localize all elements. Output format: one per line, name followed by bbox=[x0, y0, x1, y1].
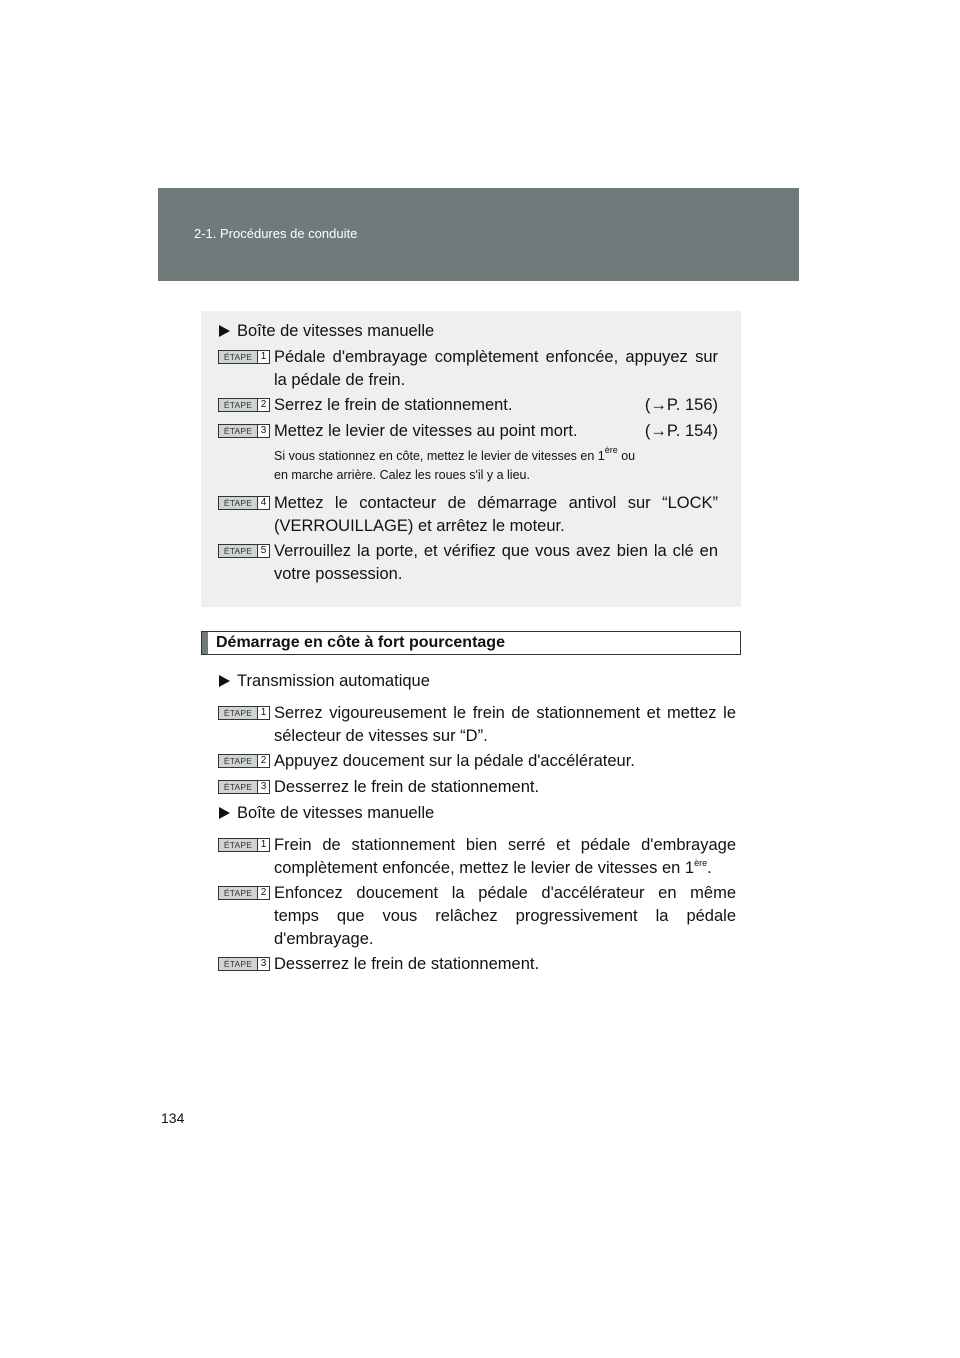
triangle-bullet-icon bbox=[219, 675, 230, 687]
page-reference: (→P. 154) bbox=[644, 422, 718, 440]
auto-step-3-text: Desserrez le frein de stationnement. bbox=[274, 778, 540, 796]
step-badge: ÉTAPE 4 bbox=[218, 496, 270, 510]
manual-step-2-line1: Enfoncez doucement la pédale d'accélérateur en même bbox=[274, 884, 736, 902]
box-step-4-line1: Mettez le contacteur de démarrage antivol sur “LOCK” bbox=[274, 494, 718, 512]
page-reference: (→P. 156) bbox=[644, 396, 718, 414]
step-badge: ÉTAPE 3 bbox=[218, 424, 270, 438]
note-line1: Si vous stationnez en côte, mettez le levier de vitesses en 1ère ou bbox=[274, 445, 636, 463]
note-line2: en marche arrière. Calez les roues s'il y a lieu. bbox=[274, 468, 530, 482]
page-number: 134 bbox=[161, 1110, 185, 1126]
manual-step-2-line2: temps que vous relâchez progressivement la pédale bbox=[274, 907, 736, 925]
step-badge: ÉTAPE 1 bbox=[218, 706, 270, 720]
triangle-bullet-icon bbox=[219, 325, 230, 337]
chapter-header bbox=[158, 188, 799, 281]
step-badge: ÉTAPE 3 bbox=[218, 780, 270, 794]
box-step-4-line2: (VERROUILLAGE) et arrêtez le moteur. bbox=[274, 517, 565, 535]
section-accent-bar bbox=[202, 632, 208, 654]
box-step-1-line1: Pédale d'embrayage complètement enfoncée, appuyez sur bbox=[274, 348, 718, 366]
box-step-5-line1: Verrouillez la porte, et vérifiez que vous avez bien la clé en bbox=[274, 542, 718, 560]
auto-step-1-line1: Serrez vigoureusement le frein de stationnement et mettez le bbox=[274, 704, 736, 722]
step-badge: ÉTAPE 2 bbox=[218, 754, 270, 768]
auto-step-2-text: Appuyez doucement sur la pédale d'accélérateur. bbox=[274, 752, 635, 770]
manual-step-1-line2: complètement enfoncée, mettez le levier de vitesses en 1ère. bbox=[274, 858, 712, 877]
breadcrumb: 2-1. Procédures de conduite bbox=[194, 226, 358, 241]
step-badge: ÉTAPE 1 bbox=[218, 350, 270, 364]
step-badge: ÉTAPE 2 bbox=[218, 398, 270, 412]
auto-heading: Transmission automatique bbox=[219, 670, 430, 693]
manual-step-3-text: Desserrez le frein de stationnement. bbox=[274, 955, 540, 973]
step-badge: ÉTAPE 3 bbox=[218, 957, 270, 971]
manual-step-1-line1: Frein de stationnement bien serré et pédale d'embrayage bbox=[274, 836, 736, 854]
auto-step-1-line2: sélecteur de vitesses sur “D”. bbox=[274, 727, 488, 745]
step-badge: ÉTAPE 5 bbox=[218, 544, 270, 558]
triangle-bullet-icon bbox=[219, 807, 230, 819]
section-title: Démarrage en côte à fort pourcentage bbox=[216, 634, 505, 651]
box-step-2-text: Serrez le frein de stationnement. bbox=[274, 396, 513, 414]
box-step-3-text: Mettez le levier de vitesses au point mort. bbox=[274, 422, 578, 440]
section-title-bar bbox=[201, 631, 741, 655]
manual-step-2-line3: d'embrayage. bbox=[274, 930, 374, 948]
step-badge: ÉTAPE 2 bbox=[218, 886, 270, 900]
box-heading: Boîte de vitesses manuelle bbox=[219, 320, 434, 343]
step-badge: ÉTAPE 1 bbox=[218, 838, 270, 852]
box-step-1-line2: la pédale de frein. bbox=[274, 371, 406, 389]
manual-heading: Boîte de vitesses manuelle bbox=[219, 802, 434, 825]
box-step-5-line2: votre possession. bbox=[274, 565, 403, 583]
